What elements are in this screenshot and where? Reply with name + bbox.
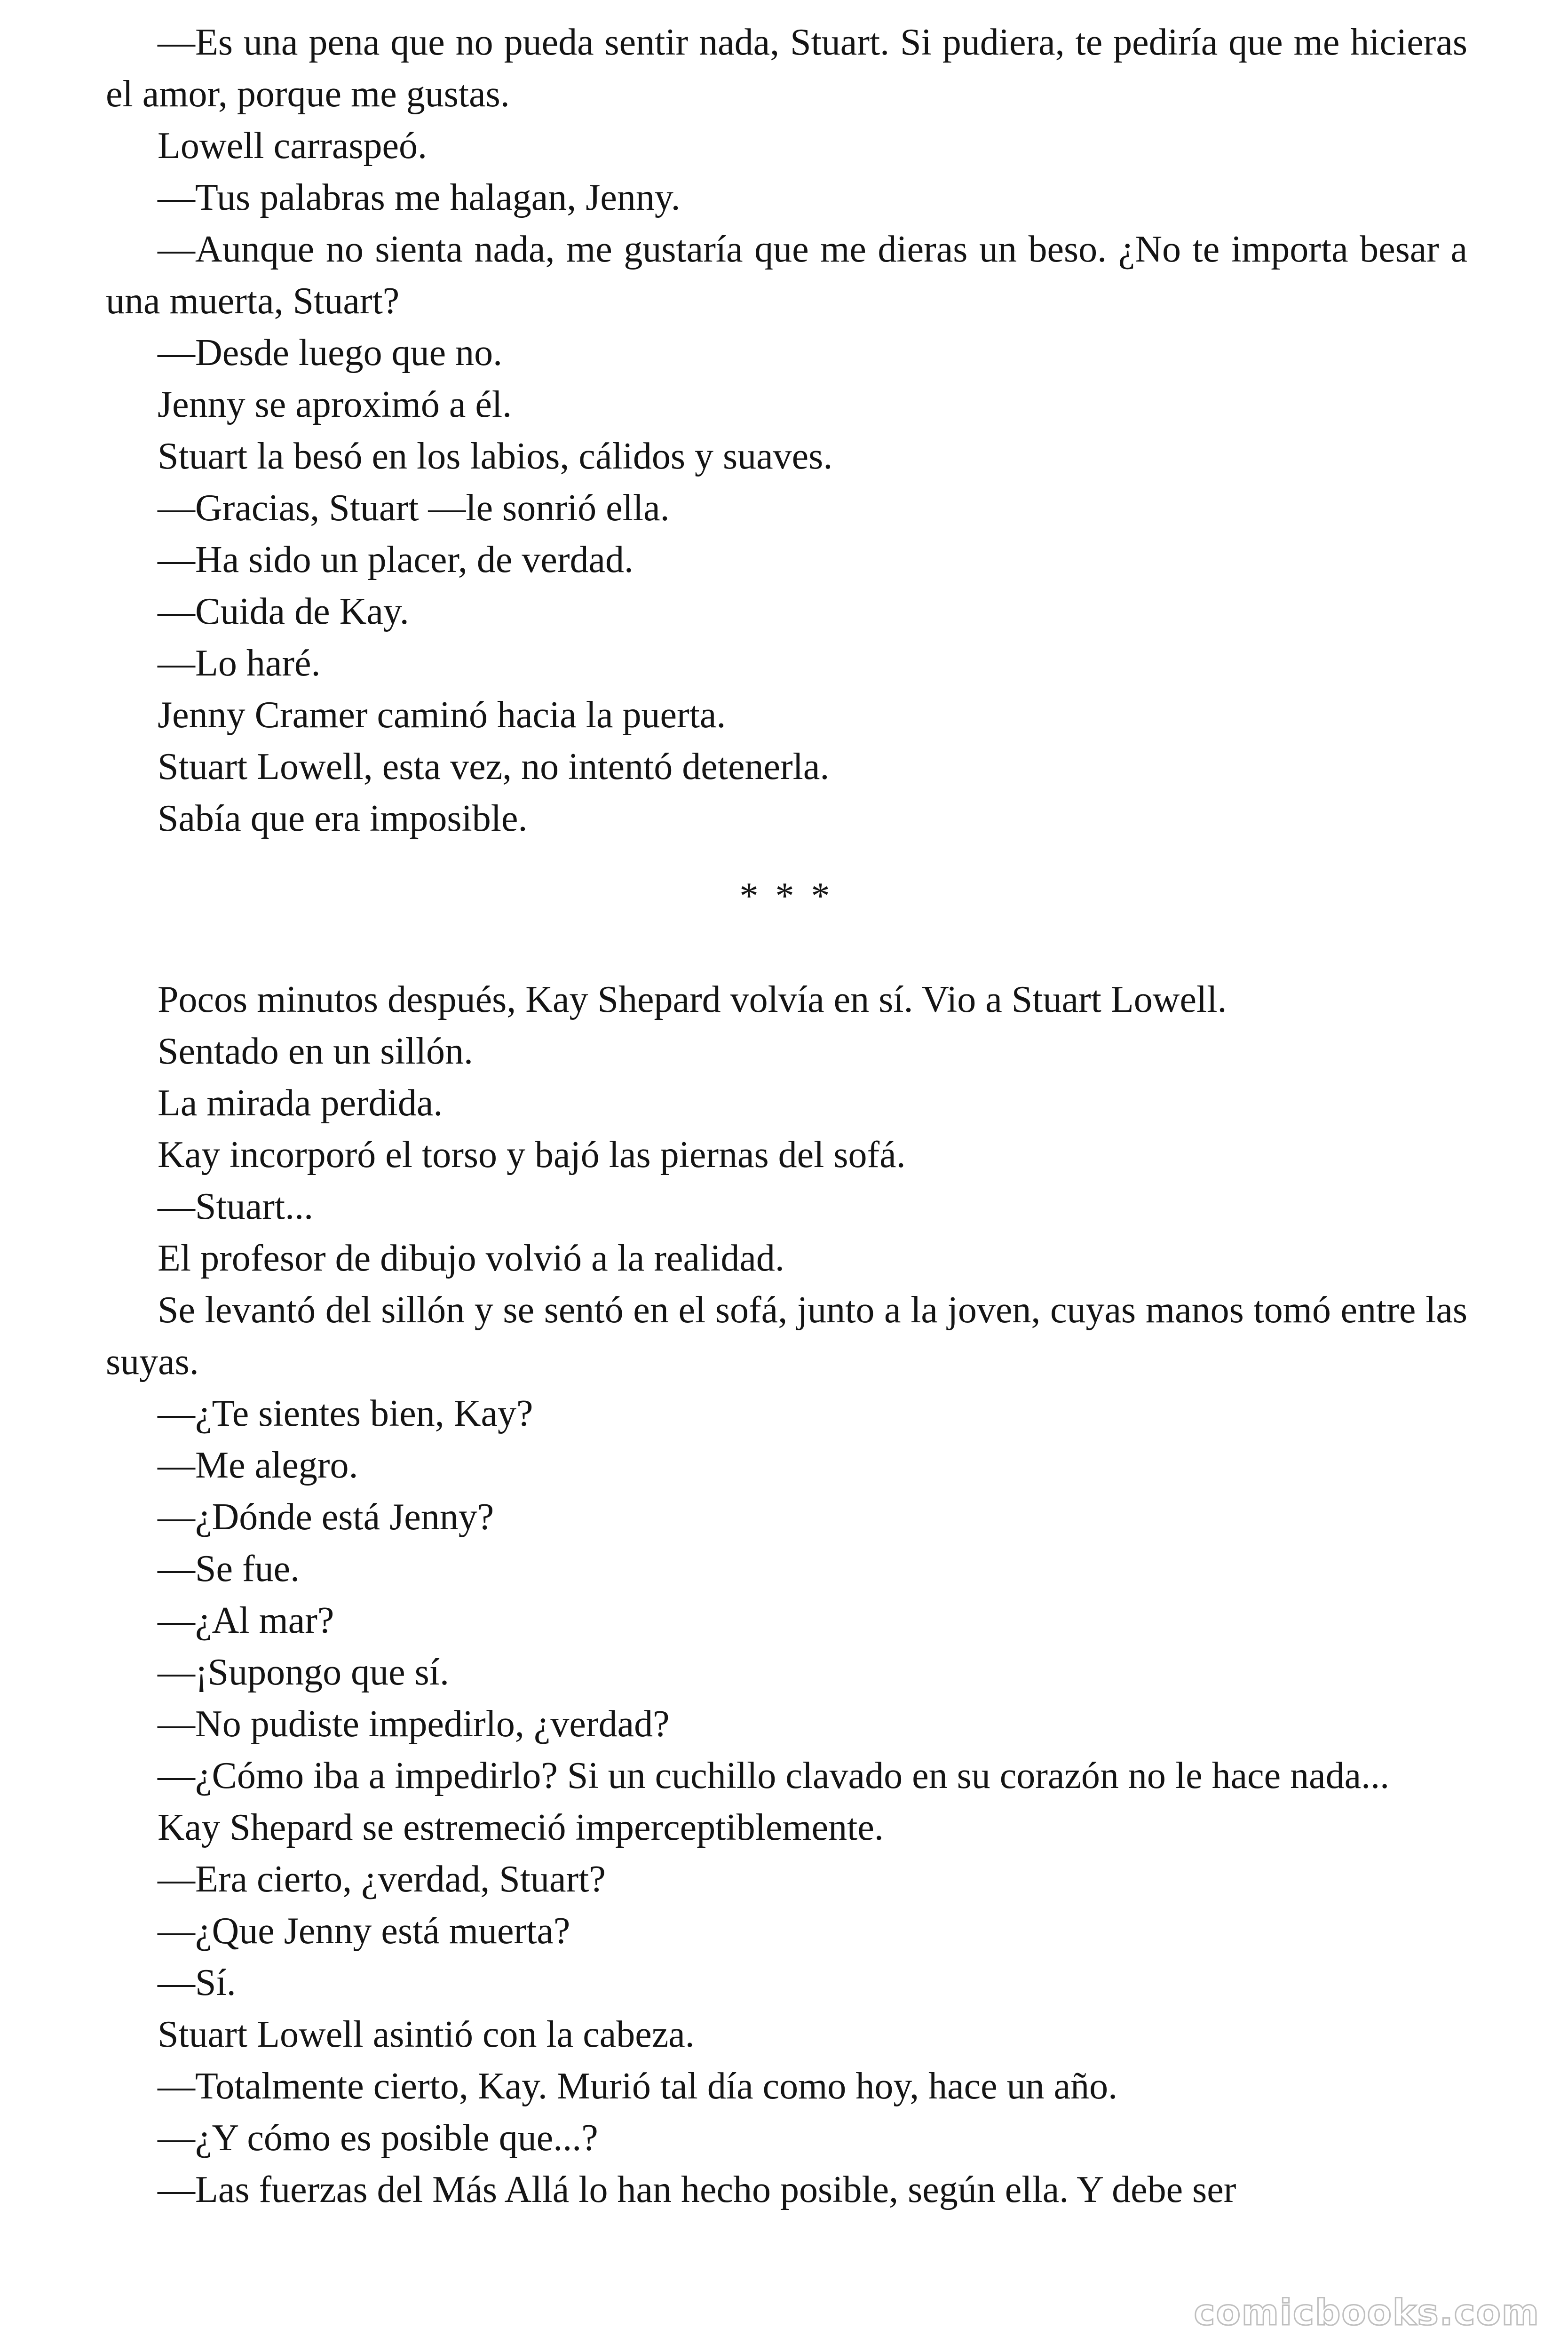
paragraph: Se levantó del sillón y se sentó en el sofá, junto a la joven, cuyas manos tomó entre las suyas. bbox=[106, 1289, 1467, 1383]
paragraph: Kay incorporó el torso y bajó las piernas del sofá. bbox=[158, 1134, 906, 1176]
page-text bbox=[106, 16, 1467, 2216]
paragraph: Sabía que era imposible. bbox=[158, 798, 528, 839]
paragraph: —Stuart... bbox=[158, 1186, 314, 1227]
paragraph: El profesor de dibujo volvió a la realidad. bbox=[158, 1238, 784, 1279]
paragraph: —Gracias, Stuart —le sonrió ella. bbox=[158, 487, 670, 529]
paragraph: Jenny se aproximó a él. bbox=[158, 384, 512, 425]
paragraph: —Las fuerzas del Más Allá lo han hecho posible, según ella. Y debe ser bbox=[158, 2169, 1236, 2210]
paragraph: —¿Te sientes bien, Kay? bbox=[158, 1393, 533, 1434]
paragraph: Jenny Cramer caminó hacia la puerta. bbox=[158, 694, 726, 736]
paragraph: Stuart Lowell asintió con la cabeza. bbox=[158, 2014, 695, 2055]
paragraph: —Totalmente cierto, Kay. Murió tal día como hoy, hace un año. bbox=[158, 2066, 1118, 2107]
paragraph: —Desde luego que no. bbox=[158, 332, 503, 373]
paragraph: —Tus palabras me halagan, Jenny. bbox=[158, 177, 681, 218]
paragraph: —Aunque no sienta nada, me gustaría que me dieras un beso. ¿No te importa besar a una muerta, Stuart? bbox=[106, 229, 1467, 322]
paragraph: Lowell carraspeó. bbox=[158, 125, 428, 167]
paragraph: —¿Que Jenny está muerta? bbox=[158, 1910, 570, 1952]
paragraph: Sentado en un sillón. bbox=[158, 1031, 474, 1072]
paragraph: —¿Dónde está Jenny? bbox=[158, 1496, 494, 1538]
paragraph: Pocos minutos después, Kay Shepard volvía en sí. Vio a Stuart Lowell. bbox=[158, 979, 1227, 1020]
paragraph: —Sí. bbox=[158, 1962, 236, 2003]
paragraph: —¡Supongo que sí. bbox=[158, 1652, 449, 1693]
paragraph: Stuart Lowell, esta vez, no intentó detenerla. bbox=[158, 746, 830, 787]
paragraph: —Me alegro. bbox=[158, 1445, 358, 1486]
paragraph: —Es una pena que no pueda sentir nada, Stuart. Si pudiera, te pediría que me hicieras el amor, porque me gustas. bbox=[106, 22, 1467, 115]
paragraph: Kay Shepard se estremeció imperceptiblemente. bbox=[158, 1807, 884, 1848]
scene-break: * * * bbox=[739, 875, 834, 917]
watermark: comicbooks.com bbox=[1194, 2291, 1540, 2333]
paragraph: —Se fue. bbox=[158, 1548, 300, 1589]
paragraph: —¿Y cómo es posible que...? bbox=[158, 2117, 598, 2159]
paragraph: Stuart la besó en los labios, cálidos y suaves. bbox=[158, 436, 833, 477]
paragraph: La mirada perdida. bbox=[158, 1082, 443, 1124]
paragraph: —Era cierto, ¿verdad, Stuart? bbox=[158, 1859, 606, 1900]
paragraph: —¿Cómo iba a impedirlo? Si un cuchillo clavado en su corazón no le hace nada... bbox=[158, 1755, 1390, 1796]
paragraph: —Cuida de Kay. bbox=[158, 591, 409, 632]
paragraph: —Lo haré. bbox=[158, 643, 321, 684]
paragraph: —No pudiste impedirlo, ¿verdad? bbox=[158, 1703, 670, 1745]
paragraph: —¿Al mar? bbox=[158, 1600, 334, 1641]
paragraph: —Ha sido un placer, de verdad. bbox=[158, 539, 634, 580]
